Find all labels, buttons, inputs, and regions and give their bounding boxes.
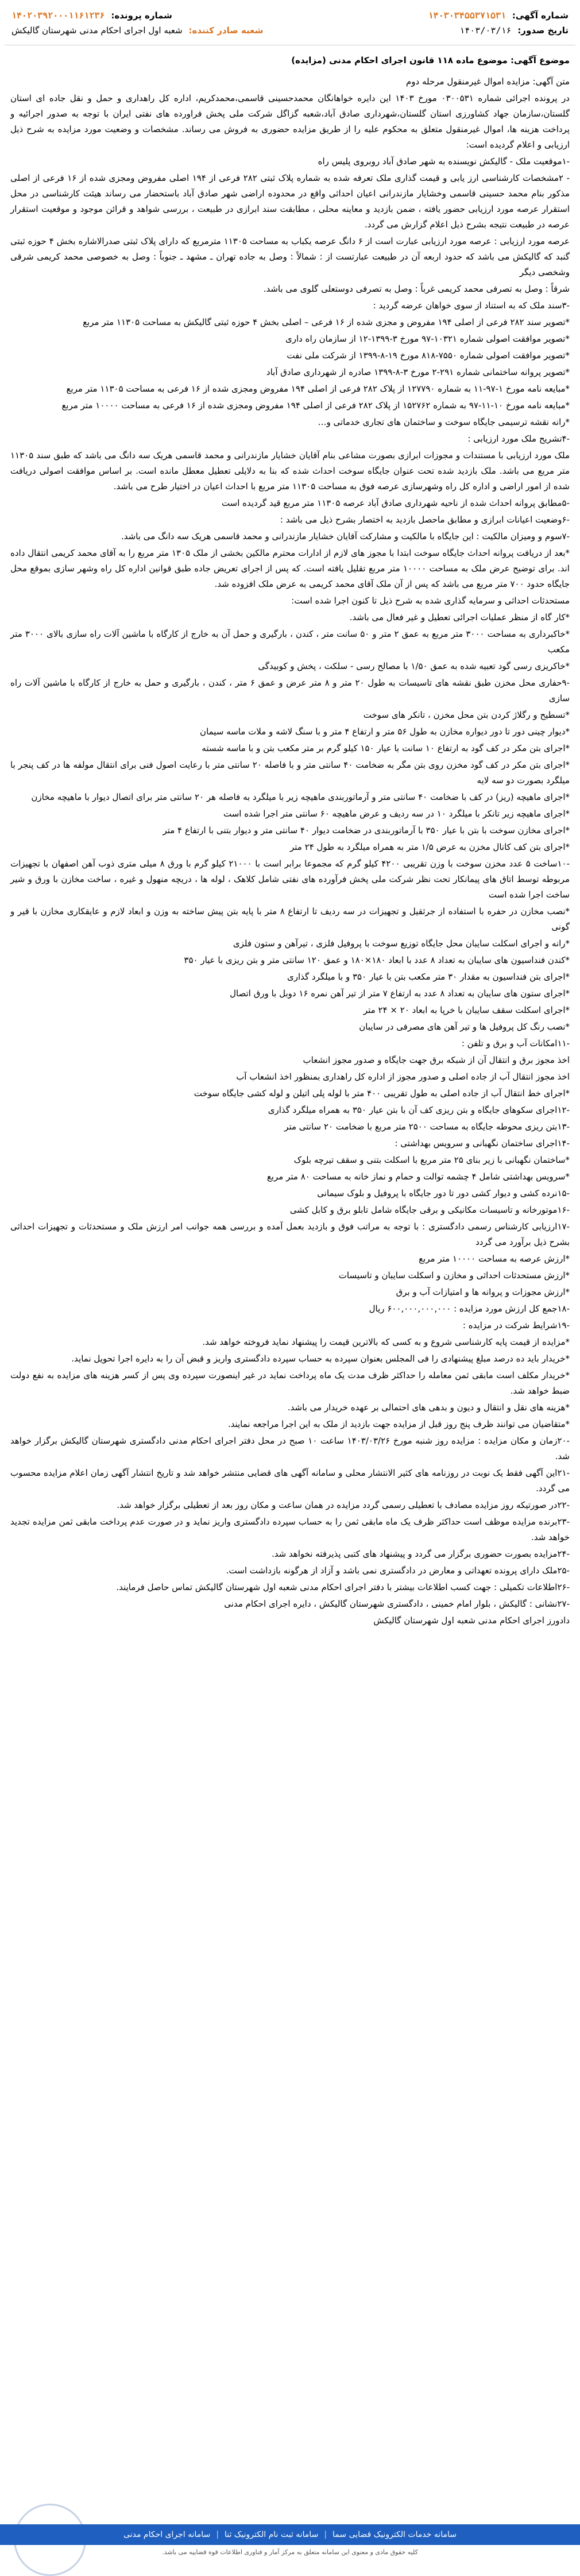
notice-paragraph: *مزایده از قیمت پایه کارشناسی شروع و به کسی که بالاترین قیمت را پیشنهاد نماید فروخته خواهد شد.: [202, 1337, 570, 1347]
notice-paragraph: *نصب رنگ کل پروفیل ها و تیر آهن های مصرفی در سایبان: [359, 1022, 570, 1032]
notice-paragraph: *نصب مخازن در حفره با استفاده از جرثقیل و تجهیزات در سه ردیف تا ارتفاع ۸ متر با پایه بتن پیش ساخته به وزن و ابعاد لازم و عایقکاری مخازن با قیر و گونی: [10, 906, 570, 932]
notice-paragraph: -۲۷نشانی : گالیکش ، بلوار امام خمینی ، دادگستری شهرستان گالیکش ، دایره اجرای احکام مدنی: [224, 1599, 570, 1609]
footer-link-ejra[interactable]: سامانه اجرای احکام مدنی: [123, 2530, 211, 2539]
notice-paragraph: *اجرای ماهیچه (ریز) در کف با ضخامت ۴۰ سانتی متر و آرماتوربندی ماهیچه زیر با میلگرد به فاصله هر ۲۰ سانتی متر برای اتصال دیوار با ماهیچه مخازن: [31, 792, 570, 802]
notice-paragraph: *اجرای بتن مکر در کف گود مخزن روی بتن مگر به ضخامت ۴۰ سانتی متر و با فاصله ۲۰ سانتی متر با رعایت اصول فنی برای انتقال مولفه ها در کف پنجر با میلگرد بصورت دو سه لایه: [10, 760, 570, 786]
notice-paragraph: *اجرای اسکلت سقف سایبان با خرپا به ابعاد ۲۰ × ۲۴ متر: [363, 1005, 570, 1015]
notice-paragraph: -۱۲اجرای سکوهای جایگاه و بتن ریزی کف آن با بتن عیار ۳۵۰ به همراه میلگرد گذاری: [268, 1105, 570, 1115]
notice-paragraph: -۲۰زمان و مکان مزایده : مزایده روز شنبه مورخ ۱۴۰۳/۰۳/۲۶ ساعت ۱۰ صبح در محل دفتر اجرای احکام مدنی دادگستری شهرستان گالیکش برگزار خواهد شد.: [10, 1436, 570, 1461]
notice-paragraph: *تصویر پروانه ساختمانی شماره ۲۹۱-۲ مورخ ۳-۸-۱۳۹۹ صادره از شهرداری صادق آباد: [266, 367, 570, 377]
notice-paragraph: -۲۵ملک دارای پرونده تعهداتی و معارض در دادگستری نمی باشد و آزاد از هرگونه بازداشت است.: [226, 1565, 570, 1576]
notice-paragraph: -۲۱این آگهی فقط یک نوبت در روزنامه های کثیر الانتشار محلی و سامانه آگهی های قضایی منتشر خواهد شد و تاریخ انتشار آگهی زمان اعلام مزایده محسوب می گردد.: [10, 1468, 570, 1494]
notice-paragraph: *خریدار باید ده درصد مبلغ پیشنهادی را فی المجلس بعنوان سپرده به حساب سپرده دادگستری واریز و قبض آن را به دایره اجرا تحویل نماید.: [71, 1353, 570, 1364]
notice-paragraphs: [10, 74, 570, 1629]
notice-paragraph: *ارزش عرصه به مساحت ۱۰۰۰۰ متر مربع: [419, 1254, 570, 1264]
notice-paragraph: *اجرای ماهیچه زیر تانکر با میلگرد ۱۰ در سه ردیف و عرض ماهیچه ۶۰ سانتی متر اجرا شده است: [223, 809, 570, 819]
notice-paragraph: *خاکریزی رسی گود تعبیه شده به عمق ۱/۵۰ با مصالح رسی - سلکت ، پخش و کوبیدگی: [258, 661, 570, 671]
notice-paragraph: *تصویر موافقت اصولی شماره ۷۵۵۰-۸۱۸ مورخ ۱۹-۸-۱۳۹۹ از شرکت ملی نفت: [287, 350, 570, 361]
notice-paragraph: -۳سند ملک که به استناد از سوی خواهان عرضه گردید :: [373, 300, 570, 311]
notice-paragraph: -۱۸جمع کل ارزش مورد مزایده : ۶۰۰,۰۰۰,۰۰۰,۰۰۰ ریال: [369, 1304, 570, 1314]
notice-body: [10, 53, 570, 1630]
notice-paragraph: - ۲مشخصات کارشناسی ارز یابی و قیمت گذاری ملک تعرفه شده به شماره پلاک ثبتی ۲۸۲ فرعی از ۱۹۴ اصلی مفروض ومجزی شده از ۱۶ فرعی از اصلی مذکور بنام محمد حسینی قاسمی وخشایار مازندرانی اعیان احداثی واقع در محدوده اراضی شهر صادق آباد باستحضار می رساند هیئت کارشناسی در محل استقرار عرصه مورد ارزیابی حضور یافته ، ضمن بازدید و معاینه محلی ، مطابقت سند ابرازی در طبیعت ، بررسی شواهد و قرائن موجود و موقعیت استقرار عرصه در طبیعت نتیجه بشرح ذیل اعلام گزارش می گردد.: [10, 173, 570, 230]
footer-copyright: کلیه حقوق مادی و معنوی این سامانه متعلق به مرکز آمار و فناوری اطلاعات قوه قضاییه می باشد.: [162, 2548, 418, 2556]
notice-paragraph: مستحدثات احداثی و سرمایه گذاری شده به شرح ذیل تا کنون اجرا شده است:: [291, 595, 570, 606]
issuing-branch: شعبه صادر کننده: شعبه اول اجرای احکام مدنی شهرستان گالیکش: [11, 25, 264, 36]
notice-paragraph: اخذ مجوز برق و انتقال آن از شبکه برق جهت جایگاه و صدور مجوز انشعاب: [303, 1055, 570, 1065]
notice-paragraph: *هزینه های نقل و انتقال و دیون و بدهی های احتمالی بر عهده خریدار می باشد.: [287, 1402, 570, 1413]
notice-number: شماره آگهی: ۱۴۰۳۰۳۴۵۵۳۷۱۵۳۱: [428, 10, 569, 21]
notice-paragraph: *تصویر سند ۲۸۲ فرعی از اصلی ۱۹۴ مفروض و مجزی شده از ۱۶ فرعی – اصلی بخش ۴ حوزه ثبتی گالیکش به مساحت ۱۱۳۰۵ متر مربع: [83, 317, 570, 327]
notice-paragraph: -۶وضعیت اعیانات ابرازی و مطابق ماحصل بازدید به اختصار بشرح ذیل می باشد :: [280, 515, 570, 525]
notice-paragraph: متن آگهی: مزایده اموال غیرمنقول مرحله دوم: [405, 76, 570, 87]
notice-paragraph: -۷سوم و ومیزان مالکیت : این جایگاه با مالکیت و مشارکت آقایان خشایار مازندرانی و محمد قاسمی هریک سه دانگ می باشد.: [121, 531, 570, 541]
footer-separator: |: [216, 2530, 219, 2539]
notice-paragraph: -۹حفاری محل مخزن طبق نقشه های تاسیسات به طول ۲۰ متر و ۸ متر عرض و عمق ۶ متر ، کندن ، بارگیری و حمل به خارج از کارگاه با ماشین آلات راه سازی: [10, 678, 570, 703]
notice-header: [11, 8, 569, 42]
notice-paragraph: *رانه و اجرای اسکلت سایبان محل جایگاه توزیع سوخت با پروفیل فلزی ، تیرآهن و ستون فلزی: [233, 938, 570, 949]
notice-paragraph: -۱۳بتن ریزی محوطه جایگاه به مساحت ۲۵۰۰ متر مربع با ضخامت ۲۰ سانتی متر: [284, 1121, 570, 1132]
notice-paragraph: -۱۶موتورخانه و تاسیسات مکانیکی و برقی جایگاه شامل تابلو برق و کابل کشی: [289, 1205, 570, 1215]
notice-paragraph: *بعد از دریافت پروانه احداث جایگاه سوخت ابتدا با مجوز های لازم از ادارات محترم مالکین بخشی از ملک ۱۳۰۵ متر مربع را به آقای محمد کریمی انتقال داده اند. برای توضیح عرض ملک به مساحت ۱۰۰۰۰ متر مربع تقلیل یافته است. که پس از اجرای تعریض جاده طبق قوانین اداره کل راه وشهر سازی بموقع محل جایگاه حدود ۷۰۰ متر مربع می باشد که پس از آن ملک آقای محمد کریمی به عرض ملک افزوده شد.: [10, 548, 570, 589]
notice-paragraph: *اجرای مخازن سوخت با بتن با عیار ۳۵۰ با آرماتوربندی در ضخامت دیوار ۴۰ سانتی متر و دیوار بتنی با ارتفاع ۴ متر: [163, 825, 570, 836]
notice-paragraph: *کار گاه از منظر عملیات اجرائی تعطیل و غیر فعال می باشد.: [349, 612, 570, 622]
notice-paragraph: *اجرای بتن فنداسیون به مقدار ۳۰ متر مکعب بتن با عیار ۳۵۰ و با میلگرد گذاری: [287, 972, 570, 982]
notice-paragraph: *تسطیح و رگلاژ کردن بتن محل مخزن ، تانکر های سوخت: [363, 710, 570, 720]
footer-separator: |: [324, 2530, 327, 2539]
notice-paragraph: *متقاضیان می توانند ظرف پنج روز قبل از مزایده جهت بازدید از ملک به این اجرا مراجعه نمایند.: [227, 1419, 570, 1429]
notice-paragraph: عرصه مورد ارزیابی : عرصه مورد ارزیابی عبارت است از ۶ دانگ عرصه یکباب به مساحت ۱۱۳۰۵ مترمربع که دارای پلاک ثبتی صدرالاشاره بخش ۴ حوزه ثبتی گنبد که گالیکش می باشد که حدود اربعه آن در طبیعت عبارتست از : شمالاً : وصل به جاده تهران ـ مشهد ـ جنوباً : وصل به خصوصی محمد کریمی شرقی وشخصی دیگر: [10, 236, 570, 277]
notice-paragraph: -۴تشریح ملک مورد ارزیابی :: [467, 434, 570, 444]
notice-paragraph: *اجرای بتن مکر در کف گود به ارتفاع ۱۰ سانت با عیار ۱۵۰ کیلو گرم بر متر مکعب بتن و با ماسه شسته: [202, 743, 570, 753]
notice-subject: موضوع آگهی: موضوع ماده ۱۱۸ قانون اجرای احکام مدنی (مزایده): [291, 55, 570, 65]
notice-paragraph: *کندن فنداسیون های سایبان به تعداد ۸ عدد با ابعاد ۱۸۰×۱۸۰ و عمق ۱۲۰ سانتی متر و بتن ریزی با عیار ۳۵۰: [184, 955, 570, 965]
notice-paragraph: -۱۹شرایط شرکت در مزایده :: [462, 1320, 570, 1330]
notice-paragraph: *اجرای بتن کف کانال مخزن به عرض ۱/۵ متر به همراه میلگرد به طول ۲۴ متر: [289, 842, 570, 852]
notice-paragraph: *خریدار مکلف است مابقی ثمن معامله را حداکثر ظرف مدت یک ماه پرداخت نماید در غیر اینصورت سپرده وی پس از کسر هزینه های مزایده به نفع دولت ضبط خواهد شد.: [10, 1370, 570, 1396]
notice-paragraph: ملک مورد ارزیابی با مستندات و مجوزات ابرازی بصورت مشاعی بنام آقایان خشایار مازندرانی و محمد قاسمی هریک سه دانگ می باشد که طبق سند ۱۱۳۰۵ متر مربع می باشد. ملک بازدید شده تحت عنوان جایگاه سوخت احداث شده که بنا به دلایلی تعطیل معطل مانده است. بر اساس موافقت اصولی دریافت شده از امور اراضی و اداره کل راه وشهرسازی عرصه فوق به مساحت ۱۱۳۰۵ متر مربع با احداث اعیان در اختیار طرح می باشد.: [10, 450, 570, 492]
notice-paragraph: -۱۵نرده کشی و دیوار کشی دور تا دور جایگاه با پروفیل و بلوک سیمانی: [317, 1188, 570, 1198]
footer-link-sama[interactable]: سامانه خدمات الکترونیک قضایی سما: [332, 2530, 457, 2539]
file-number: شماره پرونده: ۱۴۰۲۰۳۹۲۰۰۰۱۱۶۱۲۳۶: [11, 10, 172, 21]
notice-paragraph: *سرویس بهداشتی شامل ۴ چشمه توالت و حمام و نماز خانه به مساحت ۸۰ متر مربع: [266, 1171, 570, 1182]
notice-paragraph: دادورز اجرای احکام مدنی شعبه اول شهرستان گالیکش: [373, 1615, 570, 1626]
notice-paragraph: -۱۴اجرای ساختمان نگهبانی و سرویس بهداشتی :: [395, 1138, 570, 1148]
issue-date: تاریخ صدور: ۱۴۰۳/۰۳/۱۶: [459, 25, 569, 36]
notice-paragraph: -۱۱امکانات آب و برق و تلفن :: [461, 1038, 570, 1049]
notice-paragraph: *تصویر موافقت اصولی شماره ۱۰۳۲۱-۹۷ مورخ ۳-۱۳۹۹-۱۲ از سازمان راه داری: [285, 334, 570, 344]
notice-paragraph: *اجرای ستون های سایبان به تعداد ۸ عدد به ارتفاع ۷ متر از تیر آهن نمره ۱۶ دوبل با ورق اتصال: [230, 988, 570, 999]
notice-paragraph: -۲۴مزایده بصورت حضوری برگزار می گردد و پیشنهاد های کتبی پذیرفته نخواهد شد.: [272, 1549, 570, 1559]
notice-paragraph: *ارزش مستحدثات احداثی و مخازن و اسکلت سایبان و تاسیسات: [338, 1270, 570, 1281]
notice-paragraph: -۵مطابق پروانه احداث شده از ناحیه شهرداری صادق آباد عرصه ۱۱۳۰۵ متر مربع قید گردیده است: [221, 498, 570, 508]
notice-paragraph: *ارزش مجوزات و پروانه ها و امتیازات آب و برق: [396, 1287, 570, 1297]
notice-paragraph: -۱۷ارزیابی کارشناس رسمی دادگستری : با توجه به مراتب فوق و بازدید بعمل آمده و بررسی همه جوانب امر ارزش ملک و مستحدثات و تجهیزات احداثی بشرح ذیل برآورد می گردد: [10, 1221, 570, 1247]
notice-paragraph: *دیوار چینی دور تا دور دیواره مخازن به طول ۵۶ متر و ارتفاع ۴ متر و با سنگ لاشه و ملات ماسه سیمان: [200, 726, 570, 737]
notice-paragraph: -۱موقعیت ملک - گالیکش نویسنده به شهر صادق آباد روبروی پلیس راه: [318, 156, 570, 167]
notice-paragraph: -۱۰ساخت ۵ عدد مخزن سوخت با وزن تقریبی ۴۲۰۰ کیلو گرم که مجموعا برابر است با ۲۱۰۰۰ کیلو گرم با ورق ۸ میلی متری ذوب آهن اصفهان با تجهیزات مربوطه توسط اتاق های پیمانکار تحت نظر شرکت ملی پخش فرآورده های نفتی شامل کلاهک ، لوله ها ، دریچه منهول و غیره ، ساخت مخازن با ورق و شیر ساخت اجرا شده است: [10, 858, 570, 900]
header-row-2: [11, 23, 569, 38]
notice-paragraph: -۲۲در صورتیکه روز مزایده مصادف با تعطیلی رسمی گردد مزایده در همان ساعت و مکان روز بعد از تعطیلی برگزار خواهد شد.: [117, 1500, 570, 1510]
notice-paragraph: -۲۶اطلاعات تکمیلی : جهت کسب اطلاعات بیشتر با دفتر اجرای احکام مدنی شعبه اول شهرستان گالیکش تماس حاصل فرمایند.: [116, 1582, 570, 1592]
notice-paragraph: *مبایعه نامه مورخ ۱-۹۷-۱۱ به شماره ۱۲۷۷۹۰ از پلاک ۲۸۲ فرعی از اصلی ۱۹۴ مفروض ومجزی شده از ۱۶ فرعی به مساحت ۱۱۳۰۵ متر مربع: [66, 384, 570, 394]
notice-paragraph: *مبایعه نامه مورخ ۱۰-۱۱-۹۷ به شماره ۱۵۲۷۶۲ از پلاک ۲۸۲ فرعی از اصلی ۱۹۴ مفروض ومجزی شده از ۱۶ فرعی به مساحت ۱۰۰۰۰ متر مربع: [61, 400, 570, 411]
notice-paragraph: شرقاً : وصل به تصرفی محمد کریمی غرباً : وصل به تصرفی دوستعلی گلوی می باشد.: [263, 284, 570, 294]
notice-paragraph: *خاکبرداری به مساحت ۳۰۰۰ متر مربع به عمق ۲ متر و ۵۰ سانت متر ، کندن ، بارگیری و حمل آن به خارج از کارگاه با ماشین آلات راه سازی بالای ۳۰۰۰ متر مکعب: [10, 629, 570, 655]
notice-paragraph: در پرونده اجرائی شماره ۰۳۰۰۵۳۱ مورخ ۱۴۰۳ این دایره خواهانگان محمدحسینی قاسمی،محمدکریم، اداره کل راهداری و حمل و نقل جاده ای استان گلستان،سازمان جهاد کشاورزی استان گلستان،شهرداری صادق آباد،شعبه گزاگل شرکت ملی پخش فراورده های نفتی ایران با توجه به صدور اجرائیه و پرداخت هزینه ها، اموال غیرمنقول متعلق به محکوم علیه را از طریق مزایده حضوری به فروش می رساند. مشخصات و وضعیت مورد مزایده به شرح ذیل ارزیابی و اعلام گردیده است:: [10, 93, 570, 150]
notice-paragraph: *اجرای خط انتقال آب از جاده اصلی به طول تقریبی ۴۰۰ متر با لوله پلی اتیلن و لوله کشی جایگاه سوخت: [194, 1088, 570, 1099]
header-row-1: [11, 8, 569, 23]
notice-paragraph: *ساختمان نگهبانی با زیر بنای ۲۵ متر مربع با اسکلت بتنی و سقف تیرچه بلوک: [293, 1155, 570, 1165]
notice-paragraph: -۲۳برنده مزایده موظف است حداکثر ظرف یک ماه مابقی ثمن را به حساب سپرده دادگستری واریز نماید و در صورت عدم پرداخت مابقی ثمن مزایده تجدید خواهد شد.: [10, 1517, 570, 1542]
footer-link-sana[interactable]: سامانه ثبت نام الکترونیک ثنا: [225, 2530, 319, 2539]
notice-paragraph: *رانه نقشه ترسیمی جایگاه سوخت و ساختمان های تجاری خدماتی و…: [318, 417, 570, 427]
site-footer: [0, 2524, 580, 2545]
notice-paragraph: اخذ مجوز انتقال آب از جاده اصلی و صدور مجوز از اداره کل راهداری بمنظور اخذ انشعاب آب: [236, 1072, 570, 1082]
